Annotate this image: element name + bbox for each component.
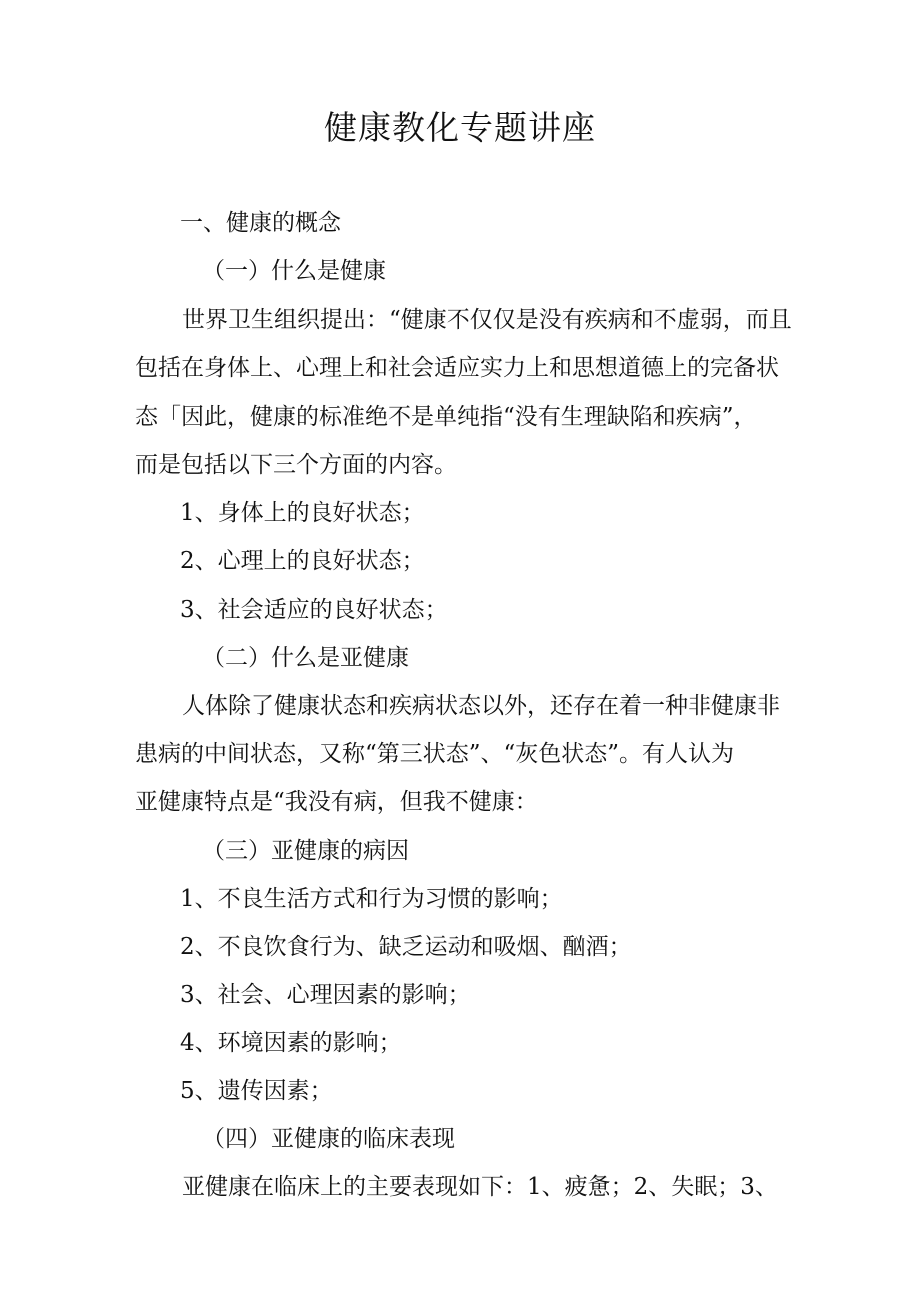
list-item: 2、不良饮食行为、缺乏运动和吸烟、酗酒；: [180, 934, 632, 960]
list-item: 2、心理上的良好状态；: [180, 548, 425, 574]
paragraph-line: 包括在身体上、心理上和社会适应实力上和思想道德上的完备状: [135, 355, 779, 381]
document-title: 健康教化专题讲座: [324, 108, 596, 147]
paragraph-line: 人体除了健康状态和疾病状态以外，还存在着一种非健康非: [182, 693, 780, 719]
list-item: 3、社会适应的良好状态；: [180, 597, 448, 623]
paragraph-line: 而是包括以下三个方面的内容。: [135, 452, 457, 478]
paragraph-line: 患病的中间状态，又称“第三状态”、“灰色状态”。有人认为: [135, 741, 735, 767]
paragraph-line: 世界卫生组织提出：“健康不仅仅是没有疾病和不虚弱，而且: [182, 307, 792, 333]
subheading-what-is-subhealth: （二）什么是亚健康: [202, 645, 409, 671]
section-heading-concept: 一、健康的概念: [180, 210, 341, 236]
paragraph-line: 亚健康在临床上的主要表现如下：1、疲惫；2、失眠；3、: [182, 1174, 778, 1200]
list-item: 4、环境因素的影响；: [180, 1030, 402, 1056]
paragraph-line: 态「因此，健康的标准绝不是单纯指“没有生理缺陷和疾病”，: [135, 404, 757, 430]
subheading-clinical-manifestations: （四）亚健康的临床表现: [202, 1126, 455, 1152]
paragraph-line: 亚健康特点是“我没有病，但我不健康：: [135, 789, 538, 815]
subheading-what-is-health: （一）什么是健康: [202, 258, 386, 284]
subheading-causes: （三）亚健康的病因: [202, 838, 409, 864]
list-item: 1、不良生活方式和行为习惯的影响；: [180, 886, 563, 912]
list-item: 5、遗传因素；: [180, 1078, 333, 1104]
list-item: 1、身体上的良好状态；: [180, 500, 425, 526]
list-item: 3、社会、心理因素的影响；: [180, 982, 471, 1008]
